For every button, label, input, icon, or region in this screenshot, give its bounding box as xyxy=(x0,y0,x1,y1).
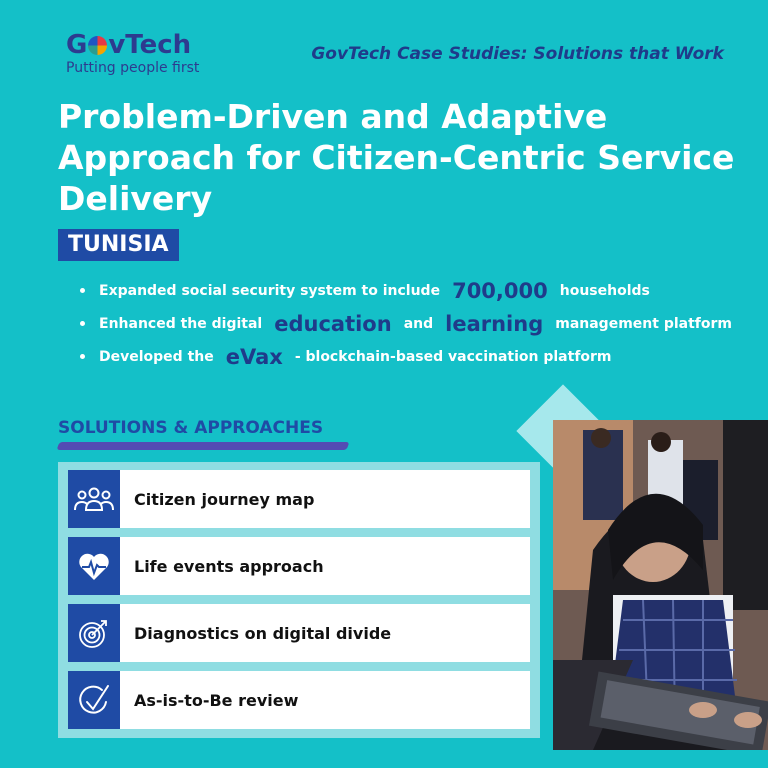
solution-label: Life events approach xyxy=(134,556,324,576)
bullet-dot xyxy=(80,321,85,326)
logo-name-start: G xyxy=(66,30,88,60)
logo-globe-icon xyxy=(88,36,107,55)
highlight-text: and xyxy=(403,315,434,332)
highlight-text: Developed the xyxy=(99,348,214,365)
target-icon xyxy=(77,616,111,650)
highlight-keyword: education xyxy=(274,311,392,336)
solution-item xyxy=(68,671,530,729)
heading-underline xyxy=(57,442,350,450)
page-title: Problem-Driven and Adaptive Approach for Citizen-Centric Service Delivery xyxy=(58,97,735,218)
solution-item xyxy=(68,470,530,528)
bullet-dot xyxy=(80,288,85,293)
highlight-text: households xyxy=(559,282,650,299)
highlight-item xyxy=(76,307,756,340)
logo-tagline: Putting people first xyxy=(66,60,200,76)
highlight-text: Expanded social security system to include xyxy=(99,282,441,299)
photo-illustration xyxy=(553,420,768,750)
icon-box xyxy=(68,537,120,595)
logo-wordmark xyxy=(66,30,199,60)
heart-pulse-icon xyxy=(77,550,111,582)
highlight-keyword: learning xyxy=(445,311,544,336)
solution-item xyxy=(68,604,530,662)
highlight-text: Enhanced the digital xyxy=(99,315,263,332)
highlight-text: - blockchain-based vaccination platform xyxy=(294,348,612,365)
logo-name-end: vTech xyxy=(108,30,192,60)
solutions-panel xyxy=(58,462,540,738)
solution-label: As-is-to-Be review xyxy=(134,690,299,710)
solutions-heading: SOLUTIONS & APPROACHES xyxy=(58,418,324,438)
highlights-list xyxy=(76,274,756,373)
highlight-item xyxy=(76,340,756,373)
student-laptop-photo xyxy=(553,420,768,750)
check-circle-icon xyxy=(77,682,111,718)
icon-box xyxy=(68,604,120,662)
solution-item xyxy=(68,537,530,595)
highlight-keyword: eVax xyxy=(225,344,283,369)
highlight-number: 700,000 xyxy=(452,278,548,303)
people-group-icon xyxy=(72,484,116,514)
solution-label: Citizen journey map xyxy=(134,489,315,509)
highlight-text: management platform xyxy=(555,315,732,332)
icon-box xyxy=(68,671,120,729)
country-badge: TUNISIA xyxy=(58,229,179,261)
series-title: GovTech Case Studies: Solutions that Work xyxy=(311,44,724,64)
solution-label: Diagnostics on digital divide xyxy=(134,623,392,643)
icon-box xyxy=(68,470,120,528)
bullet-dot xyxy=(80,354,85,359)
highlight-item xyxy=(76,274,756,307)
govtech-logo xyxy=(66,30,199,76)
